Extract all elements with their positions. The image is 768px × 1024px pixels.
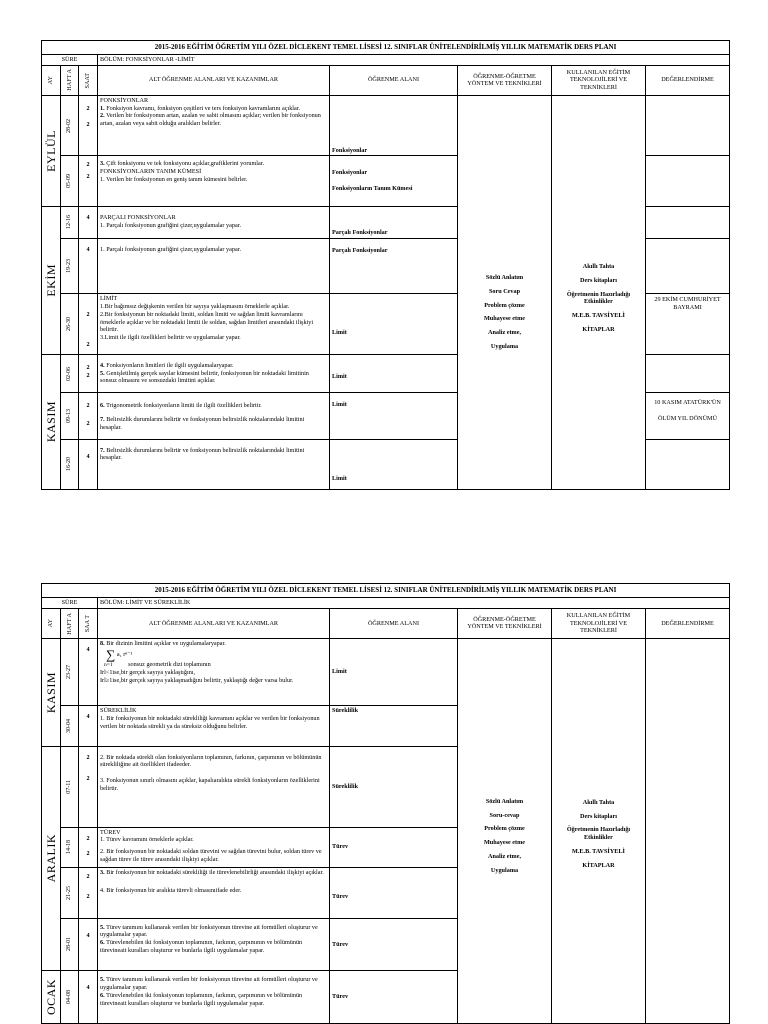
col-kazanim: ALT ÖĞRENME ALANLARI VE KAZANIMLAR: [98, 65, 330, 95]
alan-cell: Türev: [330, 971, 458, 1024]
plan-table-2: [41, 583, 730, 1024]
col-yontem: ÖĞRENME-ÖĞRETME YÖNTEM VE TEKNİKLERİ: [458, 608, 552, 638]
col-hafta: HAFT A: [65, 612, 73, 635]
kazanim-cell: 3. Çift fonksiyonu ve tek fonksiyonu açıklar,grafiklerini yorumlar. FONKSİYONLARIN TANIM KÜMESİ 1. Verilen bir fonksiyonun en geniş tanım kümesini belirler.: [98, 156, 330, 206]
kazanim-cell: 1. Parçalı fonksiyonun grafiğini çizer,uygulamalar yapar.: [98, 239, 330, 294]
event-note: 10 KASIM ATATÜRK'ÜN ÖLÜM YIL DÖNÜMÜ: [646, 393, 730, 439]
methods-cell: Sözlü Anlatım Soru-cevap Problem çözme Muhayese etme Analiz etme, Uygulama: [458, 639, 552, 1024]
week: 21-25: [65, 885, 72, 900]
week: 28-01: [65, 937, 72, 952]
section-label: BÖLÜM: FONKSİYONLAR -LİMİT: [98, 54, 730, 65]
col-teknoloji: KULLANILAN EĞİTİM TEKNOLOJİLERİ VE TEKNİKLERİ: [552, 65, 646, 95]
month-ekim: EKİM: [44, 264, 58, 297]
hours: 2: [86, 120, 90, 128]
kazanim-cell: 3. Bir fonksiyonun bir noktadaki sürekliliği ile türevlenebilirliği arasındaki ilişkiyi açıklar. 4. Bir fonksiyonun bir aralıkta türevli olmasınıifade eder.: [98, 868, 330, 919]
sure-label: SÜRE: [42, 54, 98, 65]
col-saat: SAAT: [84, 72, 92, 89]
kazanim-cell: 7. Belirsizlik durumlarını belirtir ve fonksiyonun belirsizlik noktalarındaki limitini hesaplar.: [98, 439, 330, 489]
table-row: 05-09 2 2 3. Çift fonksiyonu ve tek fonksiyonu açıklar,grafiklerini yorumlar. FONKSİYONLARIN TANIM KÜMESİ 1. Verilen bir fonksiyonun en geniş tanım kümesini belirler. Fonksiyonlar Fonksiyonların Tanım Kümesi: [42, 156, 730, 206]
tech-cell: Akıllı Tahta Ders kitapları Öğretmenin Hazırladığı Etkinlikler M.E.B. TAVSİYELİ KİTAPLAR: [552, 95, 646, 489]
week: 07-11: [65, 779, 72, 794]
table-row: KASIM 02-06 2 2 4. Fonksiyonların limitleri ile ilgili uygulamalaryapar. 5. Genişletilmiş gerçek sayılar kümesini belirtir, fonksiyonun bir noktadaki limitinin sonsuz olmasını ve sonsuzdaki limitini açıklar. Limit: [42, 354, 730, 392]
month-kasim: KASIM: [44, 671, 58, 713]
week: 28-02: [65, 118, 72, 133]
kazanim-cell: TÜREV 1. Türev kavramını örneklerle açıklar. 2. Bir fonksiyonun bir noktadaki soldan türevini ve sağdan türevini bulur, soldan türev ve sağdan türev ile türev arasındaki ilişkiyi açıklar.: [98, 827, 330, 868]
col-alan: ÖĞRENME ALANI: [330, 608, 458, 638]
kazanim-cell: SÜREKLİLİK 1. Bir fonksiyonun bir noktadaki sürekliliği kavramını açıklar ve verilen bir fonksiyonun verilen bir noktada sürekli ya da süreksiz olduğunu belirler.: [98, 706, 330, 747]
methods-cell: Sözlü Anlatım Soru Cevap Problem çözme Muhayese etme Analiz etme, Uygulama: [458, 95, 552, 489]
table-row: 09-13 2 2 6. Trigonometrik fonksiyonların limiti ile ilgili özellikleri belirtir. 7. Belirsizlik durumlarını belirtir ve fonksiyonun belirsizlik noktalarındaki limitini hesaplar. Limit 10 KASIM ATATÜRK'ÜN ÖLÜM YIL DÖNÜMÜ: [42, 393, 730, 439]
series-index: n=1: [104, 661, 113, 668]
week: 02-06: [65, 366, 72, 381]
tech-cell: Akıllı Tahta Ders kitapları Öğretmenin Hazırladığı Etkinlikler M.E.B. TAVSİYELİ KİTAPLAR: [552, 639, 646, 1024]
col-alan: ÖĞRENME ALANI: [330, 65, 458, 95]
week: 04-08: [65, 990, 72, 1005]
col-ay: AY: [47, 619, 55, 628]
sigma-icon: ∑: [106, 646, 116, 662]
col-kazanim: ALT ÖĞRENME ALANLARI VE KAZANIMLAR: [98, 608, 330, 638]
table-row: 26-30 2 2 LİMİT 1.Bir bağımsız değişkenin verilen bir sayıya yaklaşmasını örneklerle açıklar. 2.Bir fonksiyonun bir noktadaki limiti, soldan limiti ve sağdan limiti kavramlarını örneklerle açıklar ve bir noktadaki limiti ile soldan, sağdan limitleri arasındaki ilişkiyi belirtir. 3.Limit ile ilgili özellikleri belirtir ve uygulamalar yapar. Limit 29 EKİM CUMHURİYET BAYRAMI: [42, 294, 730, 354]
table-row: ARALIK 07-11 2 2 2. Bir noktada sürekli olan fonksiyonların toplamının, farkının, çarpımının ve bölümünün sürekliliğine ait özellikleri ifadeeder. 3. Fonksiyonun sınırlı olmasını açıklar, kapalıaralıkta sürekli fonksiyonların özelliklerini belirtir. Süreklilik: [42, 746, 730, 827]
week: 14-18: [65, 840, 72, 855]
plan-title: 2015-2016 EĞİTİM ÖĞRETİM YILI ÖZEL DİCLEKENT TEMEL LİSESİ 12. SINIFLAR ÜNİTELENDİRİLMİŞ YILLIK MATEMATİK DERS PLANI: [42, 41, 730, 55]
kazanim-cell: 8. Bir dizinin limitini açıklar ve uygulamalaryapar. ∑ a₁ rⁿ⁻¹ n=1 sonsuz geometrik dizi toplamının Irl<1ise,bir gerçek sayıya yaklaştığını, Irl≥1ise,bir gerçek sayıya yaklaşmadığını belirtir, yaklaştığı değer varsa bulur.: [98, 639, 330, 706]
month-aralik: ARALIK: [44, 834, 58, 883]
alan-cell: Türev: [330, 827, 458, 868]
alan-cell: Süreklilik: [330, 706, 458, 747]
col-degerlendirme: DEĞERLENDİRME: [646, 608, 730, 638]
month-eylul: EYLÜL: [44, 129, 58, 172]
kazanim-cell: 4. Fonksiyonların limitleri ile ilgili uygulamalaryapar. 5. Genişletilmiş gerçek sayılar kümesini belirtir, fonksiyonun bir noktadaki limitinin sonsuz olmasını ve sonsuzdaki limitini açıklar.: [98, 354, 330, 392]
alan-cell: Limit: [330, 294, 458, 354]
table-row: 28-01 4 5. Türev tanımını kullanarak verilen bir fonksiyonun türevine ait formülleri oluşturur ve uygulamalar yapar. 6. Türevlenebilen iki fonksiyonun toplamının, farkının, çarpımının ve bölümünün türevineait kuralları oluşturur ve bunlarla ilgili uygulamalar yapar. Türev: [42, 918, 730, 971]
kazanim-cell: 5. Türev tanımını kullanarak verilen bir fonksiyonun türevine ait formülleri oluşturur ve uygulamalar yapar. 6. Türevlenebilen iki fonksiyonun toplamının, farkının, çarpımının ve bölümünün türevineait kuralları oluşturur ve bunlarla ilgili uygulamalar yapar.: [98, 918, 330, 971]
week: 09-13: [65, 408, 72, 423]
table-row: KASIM 23-27 4 8. Bir dizinin limitini açıklar ve uygulamalaryapar. ∑ a₁ rⁿ⁻¹ n=1 sonsuz geometrik dizi toplamının Irl<1ise,bir gerçek sayıya yaklaştığını, Irl≥1ise,bir gerçek sayıya yaklaşmadığını belirtir, yaklaştığı değer varsa bulur. Limit Sözlü Anlatım Soru-cevap Problem çözme Muhayese etme Analiz etme, Uygulama Akıllı Tahta Ders kitapları Öğretmenin Hazırladığı Etkinlikler M.E.B. TAVSİYELİ KİTAPLAR: [42, 639, 730, 706]
table-row: 19-23 4 1. Parçalı fonksiyonun grafiğini çizer,uygulamalar yapar. Parçalı Fonksiyonlar: [42, 239, 730, 294]
month-kasim: KASIM: [44, 401, 58, 443]
table-row: [42, 95, 730, 155]
week: 19-23: [65, 259, 72, 274]
alan-cell: Parçalı Fonksiyonlar: [330, 206, 458, 238]
week: 23-27: [65, 665, 72, 680]
kazanim-cell: 2. Bir noktada sürekli olan fonksiyonların toplamının, farkının, çarpımının ve bölümünün sürekliliğine ait özellikleri ifadeeder. 3. Fonksiyonun sınırlı olmasını açıklar, kapalıaralıkta sürekli fonksiyonların özelliklerini belirtir.: [98, 746, 330, 827]
plan-title: 2015-2016 EĞİTİM ÖĞRETİM YILI ÖZEL DİCLEKENT TEMEL LİSESİ 12. SINIFLAR ÜNİTELENDİRİLMİŞ YILLIK MATEMATİK DERS PLANI: [42, 584, 730, 598]
col-ay: AY: [47, 76, 55, 85]
kazanim-cell: 6. Trigonometrik fonksiyonların limiti ile ilgili özellikleri belirtir. 7. Belirsizlik durumlarını belirtir ve fonksiyonun belirsizlik noktalarındaki limitini hesaplar.: [98, 393, 330, 439]
week: 30-04: [65, 718, 72, 733]
col-teknoloji: KULLANILAN EĞİTİM TEKNOLOJİLERİ VE TEKNİKLERİ: [552, 608, 646, 638]
week: 12-16: [65, 215, 72, 230]
alan-cell: Limit: [330, 639, 458, 706]
table-row: 14-18 2 2 TÜREV 1. Türev kavramını örneklerle açıklar. 2. Bir fonksiyonun bir noktadaki soldan türevini ve sağdan türevini bulur, soldan türev ve sağdan türev ile türev arasındaki ilişkiyi açıklar. Türev: [42, 827, 730, 868]
col-saat: SAA T: [84, 614, 92, 633]
alan-cell: Süreklilik: [330, 746, 458, 827]
section-label: BÖLÜM: LİMİT VE SÜREKLİLİK: [98, 597, 730, 608]
hours: 2: [86, 104, 90, 112]
alan-cell: Türev: [330, 868, 458, 919]
alan-cell: Türev: [330, 918, 458, 971]
alan-cell: Limit: [330, 354, 458, 392]
kazanim-cell: FONKSİYONLAR 1. Fonksiyon kavramı, fonksiyon çeşitleri ve ters fonksiyon kavramlarını açıklar. 2. Verilen bir fonksiyonun artan, azalan ve sabit olmasını açıklar; verilen bir fonksiyonun artan, azalan veya sabit olduğu aralıkları belirler.: [98, 95, 330, 155]
alan-cell: Limit: [330, 393, 458, 439]
week: 05-09: [65, 174, 72, 189]
alan-cell: Fonksiyonlar: [330, 95, 458, 155]
month-ocak: OCAK: [44, 979, 58, 1016]
table-row: 30-04 4 SÜREKLİLİK 1. Bir fonksiyonun bir noktadaki sürekliliği kavramını açıklar ve verilen bir fonksiyonun verilen bir noktada sürekli ya da süreksiz olduğunu belirler. Süreklilik: [42, 706, 730, 747]
col-degerlendirme: DEĞERLENDİRME: [646, 65, 730, 95]
kazanim-cell: LİMİT 1.Bir bağımsız değişkenin verilen bir sayıya yaklaşmasını örneklerle açıklar. 2.Bir fonksiyonun bir noktadaki limiti, soldan limiti ve sağdan limiti kavramlarını örneklerle açıklar ve bir noktadaki limiti ile soldan, sağdan limitleri arasındaki ilişkiyi belirtir. 3.Limit ile ilgili özellikleri belirtir ve uygulamalar yapar.: [98, 294, 330, 354]
table-row: 21-25 2 2 3. Bir fonksiyonun bir noktadaki sürekliliği ile türevlenebilirliği arasındaki ilişkiyi açıklar. 4. Bir fonksiyonun bir aralıkta türevli olmasınıifade eder. Türev: [42, 868, 730, 919]
kazanim-cell: 5. Türev tanımını kullanarak verilen bir fonksiyonun türevine ait formülleri oluşturur ve uygulamalar yapar. 6. Türevlenebilen iki fonksiyonun toplamının, farkının, çarpımının ve bölümünün türevineait kuralları oluşturur ve bunlarla ilgili uygulamalar yapar.: [98, 971, 330, 1024]
kazanim-cell: PARÇALI FONKSİYONLAR 1. Parçalı fonksiyonun grafiğini çizer,uygulamalar yapar.: [98, 206, 330, 238]
col-yontem: ÖĞRENME-ÖĞRETME YÖNTEM VE TEKNİKLERİ: [458, 65, 552, 95]
week: 16-20: [65, 457, 72, 472]
series-term: a₁ rⁿ⁻¹: [116, 650, 133, 658]
table-row: OCAK 04-08 4 5. Türev tanımını kullanarak verilen bir fonksiyonun türevine ait formülleri oluşturur ve uygulamalar yapar. 6. Türevlenebilen iki fonksiyonun toplamının, farkının, çarpımının ve bölümünün türevineait kuralları oluşturur ve bunlarla ilgili uygulamalar yapar. Türev: [42, 971, 730, 1024]
table-row: EKİM 12-16 4 PARÇALI FONKSİYONLAR 1. Parçalı fonksiyonun grafiğini çizer,uygulamalar yapar. Parçalı Fonksiyonlar: [42, 206, 730, 238]
table-row: 16-20 4 7. Belirsizlik durumlarını belirtir ve fonksiyonun belirsizlik noktalarındaki limitini hesaplar. Limit: [42, 439, 730, 489]
alan-cell: Fonksiyonlar Fonksiyonların Tanım Kümesi: [330, 156, 458, 206]
col-hafta: HAFT A: [65, 69, 73, 92]
alan-cell: Parçalı Fonksiyonlar: [330, 239, 458, 294]
week: 26-30: [65, 317, 72, 332]
event-note: 29 EKİM CUMHURİYET BAYRAMI: [646, 294, 730, 354]
plan-table-1: [41, 40, 730, 490]
alan-cell: Limit: [330, 439, 458, 489]
sure-label: SÜRE: [42, 597, 98, 608]
